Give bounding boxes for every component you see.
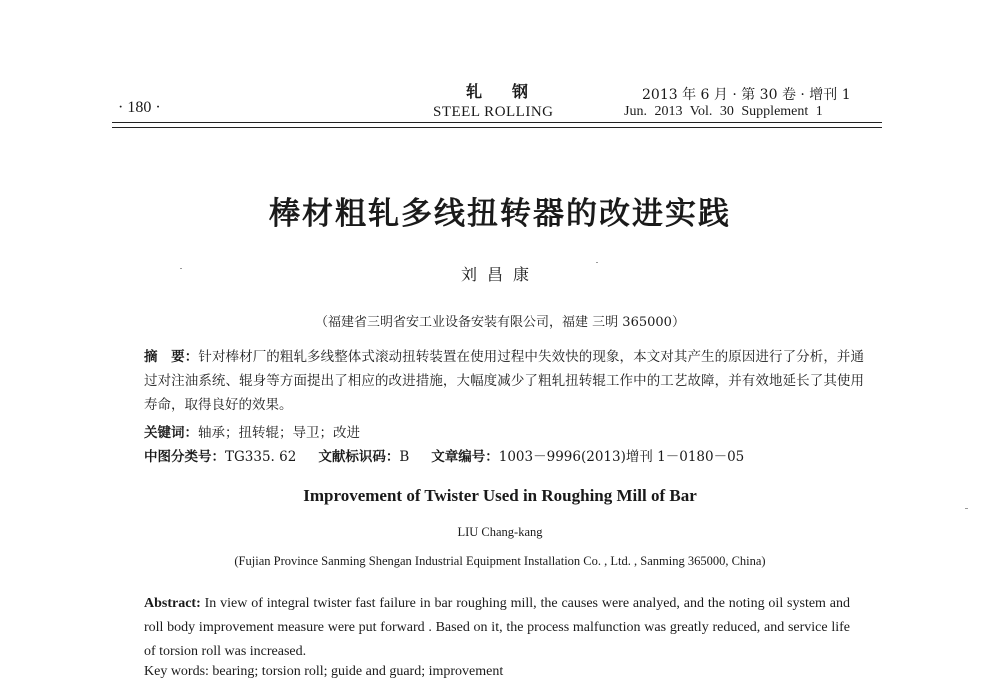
keywords-cn <box>144 421 864 445</box>
doc-code-label: 文献标识码： <box>318 449 400 465</box>
affiliation-cn: （福建省三明省安工业设备安装有限公司，福建 三明 365000） <box>315 315 685 330</box>
author-en: LIU Chang-kang <box>457 525 543 539</box>
article-title-en: Improvement of Twister Used in Roughing Mill of Bar <box>303 486 697 505</box>
abstract-en <box>144 592 850 664</box>
keywords-en: Key words: bearing; torsion roll; guide and guard; improvement <box>144 664 504 679</box>
affiliation-en: (Fujian Province Sanming Shengan Industrial Equipment Installation Co. , Ltd. , Sanming 365000, China) <box>234 554 766 568</box>
doc-code-value: B <box>399 449 410 465</box>
clc-label: 中图分类号： <box>144 449 225 465</box>
scan-speck <box>965 508 968 509</box>
clc-value: TG335. 62 <box>225 449 297 465</box>
abstract-label-cn: 摘 要： <box>144 349 199 365</box>
header-rule-bottom <box>112 127 882 128</box>
article-no-value: 1003－9996(2013)增刊 1－0180－05 <box>498 449 745 465</box>
scan-speck <box>180 268 182 269</box>
journal-name-cn: 轧钢 <box>466 82 559 101</box>
abstract-cn <box>144 345 864 417</box>
abstract-label-en: Abstract: <box>144 596 201 611</box>
article-no-label: 文章编号： <box>431 449 499 465</box>
page-number: · 180 · <box>118 99 161 116</box>
issue-info-en: Jun. 2013 Vol. 30 Supplement 1 <box>624 104 823 119</box>
article-title-cn: 棒材粗轧多线扭转器的改进实践 <box>269 196 731 232</box>
header-rule-top <box>112 122 882 123</box>
keywords-text-cn: 轴承；扭转辊；导卫；改进 <box>198 425 360 441</box>
issue-info-cn: 2013 年 6 月 · 第 30 卷 · 增刊 1 <box>642 87 851 103</box>
scan-speck <box>596 262 598 263</box>
abstract-text-en: In view of integral twister fast failure in bar roughing mill, the causes were analyed, and the noting oil system and roll body improvement measure were put forward . Based on it, the process malfunction was greatly reduced, and service life of torsion roll was increased. <box>144 596 851 659</box>
classification-line <box>144 445 864 469</box>
journal-name-en: STEEL ROLLING <box>433 104 554 120</box>
author-cn: 刘昌康 <box>460 265 539 284</box>
keywords-label-cn: 关键词： <box>144 425 198 441</box>
abstract-text-cn: 针对棒材厂的粗轧多线整体式滚动扭转装置在使用过程中失效快的现象，本文对其产生的原因进行了分析，并通过对注油系统、辊身等方面提出了相应的改进措施，大幅度减少了粗轧扭转辊工作中的工艺故障，并有效地延长了其使用寿命，取得良好的效果。 <box>144 349 865 413</box>
